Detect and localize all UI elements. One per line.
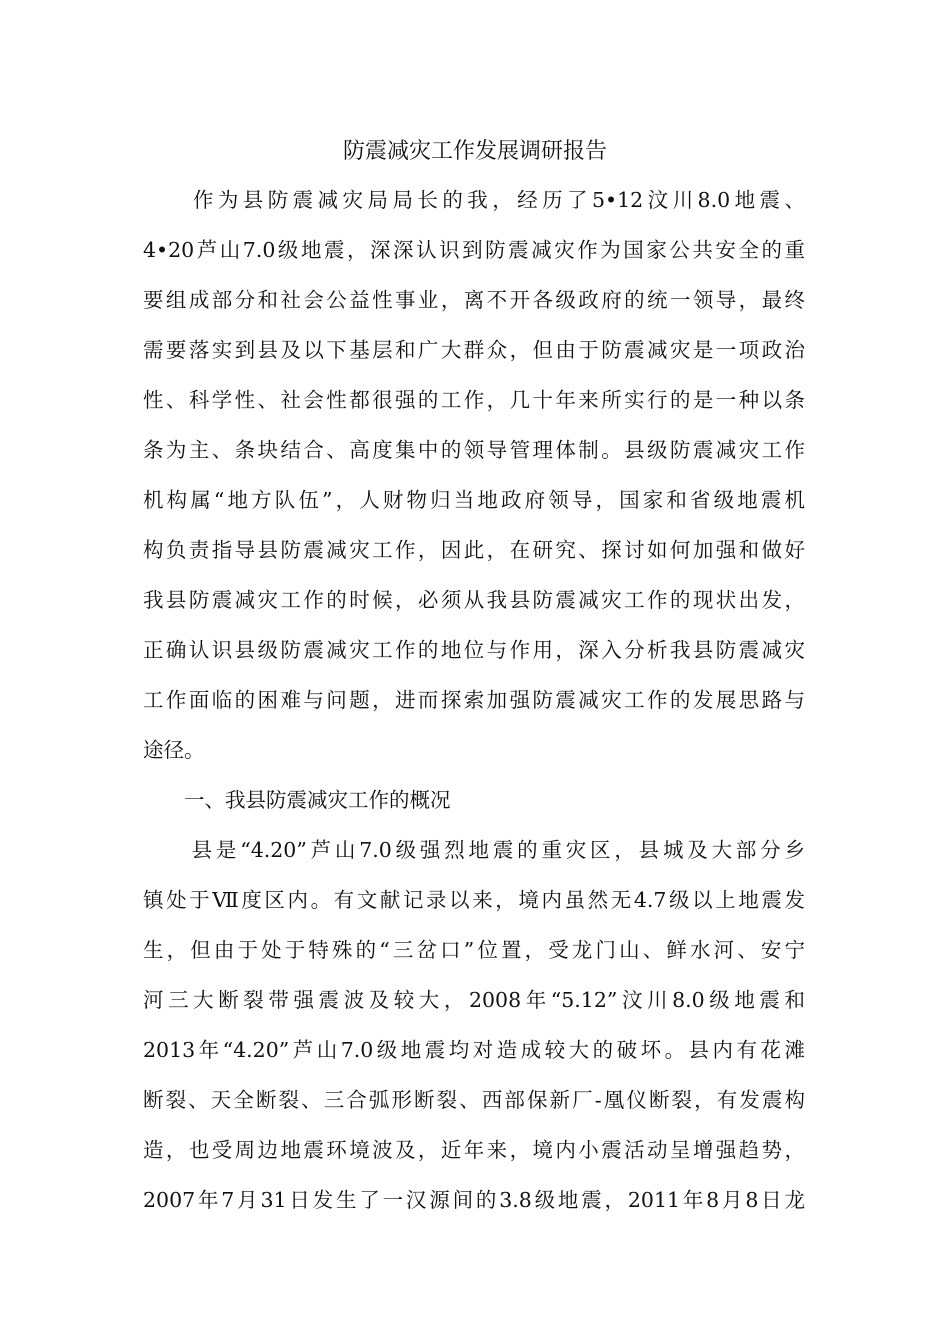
paragraph-line: 生，但由于处于特殊的“三岔口”位置，受龙门山、鲜水河、安宁 xyxy=(143,938,805,962)
paragraph-line: 途径。 xyxy=(143,738,205,762)
paragraph-line: 条为主、条块结合、高度集中的领导管理体制。县级防震减灾工作 xyxy=(143,438,805,462)
paragraph-line: 4•20芦山7.0级地震，深深认识到防震减灾作为国家公共安全的重 xyxy=(143,238,805,262)
paragraph-line: 我县防震减灾工作的时候，必须从我县防震减灾工作的现状出发， xyxy=(143,588,805,612)
paragraph-line: 河三大断裂带强震波及较大，2008年“5.12”汶川8.0级地震和 xyxy=(143,988,805,1012)
paragraph-line: 机构属“地方队伍”，人财物归当地政府领导，国家和省级地震机 xyxy=(143,488,805,512)
paragraph-line: 县是“4.20”芦山7.0级强烈地震的重灾区，县城及大部分乡 xyxy=(143,838,805,862)
paragraph-line: 断裂、天全断裂、三合弧形断裂、西部保新厂-凰仪断裂，有发震构 xyxy=(143,1088,805,1112)
paragraph-line: 镇处于Ⅶ度区内。有文献记录以来，境内虽然无4.7级以上地震发 xyxy=(143,888,805,912)
section-heading: 一、我县防震减灾工作的概况 xyxy=(143,788,451,812)
paragraph-line: 工作面临的困难与问题，进而探索加强防震减灾工作的发展思路与 xyxy=(143,688,805,712)
paragraph-line: 正确认识县级防震减灾工作的地位与作用，深入分析我县防震减灾 xyxy=(143,638,805,662)
paragraph-line: 2007年7月31日发生了一汉源间的3.8级地震，2011年8月8日龙 xyxy=(143,1188,805,1212)
paragraph-line: 要组成部分和社会公益性事业，离不开各级政府的统一领导，最终 xyxy=(143,288,805,312)
paragraph-line: 造，也受周边地震环境波及，近年来，境内小震活动呈增强趋势， xyxy=(143,1138,805,1162)
paragraph-line: 作为县防震减灾局局长的我，经历了5•12汶川8.0地震、 xyxy=(143,188,805,212)
paragraph-line: 2013年“4.20”芦山7.0级地震均对造成较大的破坏。县内有花滩 xyxy=(143,1038,805,1062)
paragraph-line: 构负责指导县防震减灾工作，因此，在研究、探讨如何加强和做好 xyxy=(143,538,805,562)
document-title: 防震减灾工作发展调研报告 xyxy=(342,139,607,164)
paragraph-line: 性、科学性、社会性都很强的工作，几十年来所实行的是一种以条 xyxy=(143,388,805,412)
paragraph-line: 需要落实到县及以下基层和广大群众，但由于防震减灾是一项政治 xyxy=(143,338,805,362)
